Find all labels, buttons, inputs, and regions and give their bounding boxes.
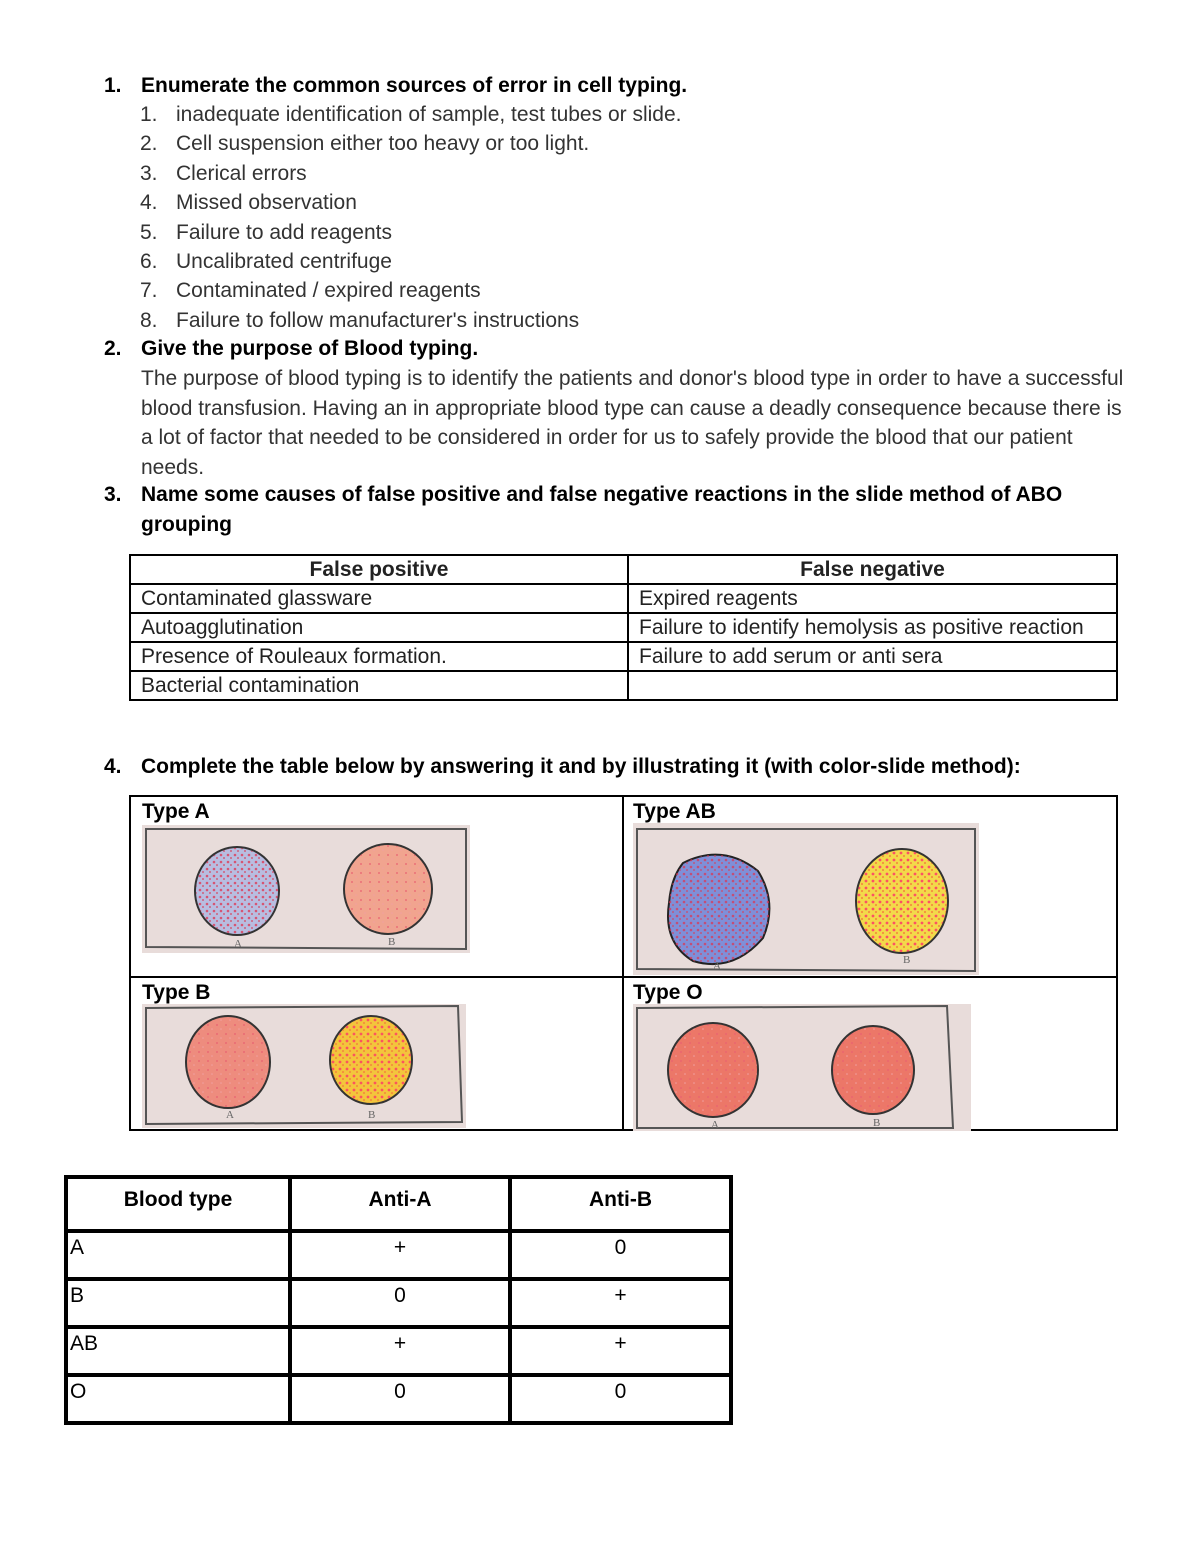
false-reactions-table (129, 554, 1118, 701)
table-cell: Contaminated glassware (130, 584, 628, 613)
list-item-text: Failure to add reagents (176, 220, 392, 244)
type-a-label: Type A (142, 800, 210, 823)
table-cell: A (66, 1231, 290, 1279)
table-cell: Bacterial contamination (130, 671, 628, 700)
question-4-number: 4. (104, 755, 122, 778)
grid-divider (131, 976, 1116, 978)
table-cell: Failure to identify hemolysis as positive reaction (628, 613, 1117, 642)
table-cell (628, 671, 1117, 700)
slide-mark-a: A (234, 938, 242, 950)
table-row (66, 1231, 731, 1279)
table-cell: Autoagglutination (130, 613, 628, 642)
table-header-row (66, 1177, 731, 1231)
list-item-text: inadequate identification of sample, test tubes or slide. (176, 103, 682, 126)
table-cell: 0 (290, 1375, 510, 1423)
list-item-text: Cell suspension either too heavy or too light. (176, 132, 590, 156)
table-cell: Presence of Rouleaux formation. (130, 642, 628, 671)
table-row (130, 642, 1117, 671)
slide-mark-a: A (226, 1109, 234, 1121)
table-cell: + (290, 1327, 510, 1375)
table-cell: 0 (510, 1375, 731, 1423)
type-b-label: Type B (142, 981, 211, 1004)
slide-mark-a: A (711, 1119, 719, 1131)
table-cell: Expired reagents (628, 584, 1117, 613)
slide-mark-b: B (873, 1117, 881, 1129)
table-row (66, 1375, 731, 1423)
grid-divider (622, 797, 624, 1129)
list-item-text: Uncalibrated centrifuge (176, 249, 392, 273)
list-item-text: Missed observation (176, 191, 357, 215)
table-cell: 0 (290, 1279, 510, 1327)
list-item-text: Failure to follow manufacturer's instructions (176, 308, 580, 332)
type-o-slide-photo (633, 1004, 971, 1131)
table-row (130, 584, 1117, 613)
type-o-label: Type O (633, 981, 703, 1004)
list-item-text: Contaminated / expired reagents (176, 279, 481, 303)
table-row (66, 1327, 731, 1375)
table-row (66, 1279, 731, 1327)
question-3-title: Name some causes of false positive and false negative reactions in the slide method of ABO grouping (141, 483, 1063, 536)
type-ab-slide-photo (633, 823, 979, 975)
question-4-title: Complete the table below by answering it and by illustrating it (with color-slide method): (141, 755, 1021, 778)
table-header-row (130, 555, 1117, 584)
table-cell: + (510, 1279, 731, 1327)
table-row (130, 613, 1117, 642)
question-2-answer: The purpose of blood typing is to identify the patients and donor's blood type in order to have a successful blood transfusion. Having an in appropriate blood type can cause a deadly consequence because there is a lot of factor that needed to be considered in order for us to safely provide the blood that our patient needs. (141, 367, 1124, 479)
slide-mark-b: B (903, 954, 911, 966)
column-header: False positive (130, 555, 628, 584)
question-3-number: 3. (104, 483, 122, 506)
question-1-number: 1. (104, 74, 122, 97)
table-cell: B (66, 1279, 290, 1327)
table-row (130, 671, 1117, 700)
table-cell: + (510, 1327, 731, 1375)
question-2-number: 2. (104, 337, 122, 360)
column-header: Anti-A (290, 1177, 510, 1231)
column-header: False negative (628, 555, 1117, 584)
slide-mark-b: B (368, 1109, 376, 1121)
blood-type-table (64, 1175, 733, 1425)
type-b-slide-photo (142, 1004, 466, 1128)
column-header: Blood type (66, 1177, 290, 1231)
question-1-title: Enumerate the common sources of error in cell typing. (141, 74, 688, 97)
column-header: Anti-B (510, 1177, 731, 1231)
type-a-slide-photo (142, 825, 470, 953)
table-cell: 0 (510, 1231, 731, 1279)
table-cell: AB (66, 1327, 290, 1375)
slide-mark-b: B (388, 936, 396, 948)
list-item-text: Clerical errors (176, 161, 307, 185)
table-cell: Failure to add serum or anti sera (628, 642, 1117, 671)
table-cell: + (290, 1231, 510, 1279)
question-2-title: Give the purpose of Blood typing. (141, 337, 479, 360)
type-ab-label: Type AB (633, 800, 716, 823)
slide-mark-a: A (713, 960, 721, 972)
table-cell: O (66, 1375, 290, 1423)
illustration-grid (129, 795, 1118, 1131)
